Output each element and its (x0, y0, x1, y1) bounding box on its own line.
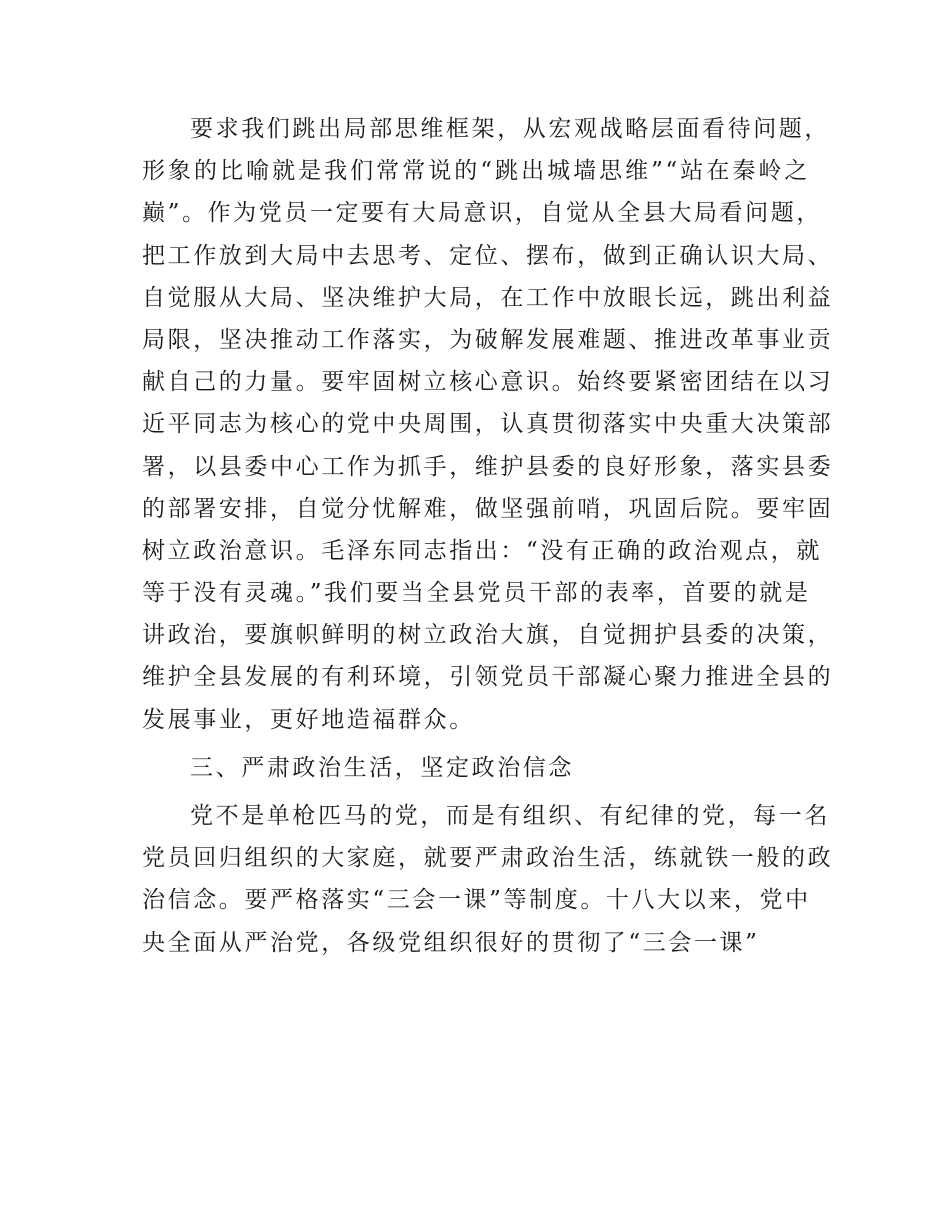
text-line: 治信念。要严格落实“三会一课”等制度。十八大以来，党中 (142, 887, 811, 914)
text-line: 树立政治意识。毛泽东同志指出：“没有正确的政治观点，就 (142, 537, 822, 564)
text-line: 央全面从严治党，各级党组织很好的贯彻了“三会一课” (142, 929, 760, 956)
text-line: 等于没有灵魂。”我们要当全县党员干部的表率，首要的就是 (142, 580, 811, 607)
text-line: 巅”。作为党员一定要有大局意识，自觉从全县大局看问题， (142, 200, 822, 227)
document-body (142, 108, 834, 970)
text-line: 把工作放到大局中去思考、定位、摆布，做到正确认识大局、 (142, 242, 834, 269)
text-line: 献自己的力量。要牢固树立核心意识。始终要紧密团结在以习 (142, 369, 834, 396)
text-line: 党不是单枪匹马的党，而是有组织、有纪律的党，每一名 (190, 803, 830, 829)
text-line: 自觉服从大局、坚决维护大局，在工作中放眼长远，跳出利益 (142, 284, 834, 311)
text-line: 要求我们跳出局部思维框架，从宏观战略层面看待问题， (190, 116, 830, 142)
text-line: 局限，坚决推动工作落实，为破解发展难题、推进改革事业贡 (142, 326, 834, 353)
text-line: 近平同志为核心的党中央周围，认真贯彻落实中央重大决策部 (142, 411, 834, 438)
text-line: 党员回归组织的大家庭，就要严肃政治生活，练就铁一般的政 (142, 845, 834, 872)
text-line: 发展事业，更好地造福群众。 (142, 706, 475, 733)
text-line: 维护全县发展的有利环境，引领党员干部凝心聚力推进全县的 (142, 664, 834, 691)
section-heading (142, 747, 810, 789)
text-line: 署，以县委中心工作为抓手，维护县委的良好形象，落实县委 (142, 453, 834, 480)
paragraph-big-picture (142, 108, 834, 741)
text-line: 的部署安排，自觉分忧解难，做坚强前哨，巩固后院。要牢固 (142, 495, 834, 522)
heading-line: 三、严肃政治生活，坚定政治信念 (190, 754, 574, 781)
text-line: 形象的比喻就是我们常常说的“跳出城墙思维”“站在秦岭之 (142, 158, 810, 185)
paragraph-political-life (142, 795, 834, 964)
text-line: 讲政治，要旗帜鲜明的树立政治大旗，自觉拥护县委的决策， (142, 622, 834, 649)
